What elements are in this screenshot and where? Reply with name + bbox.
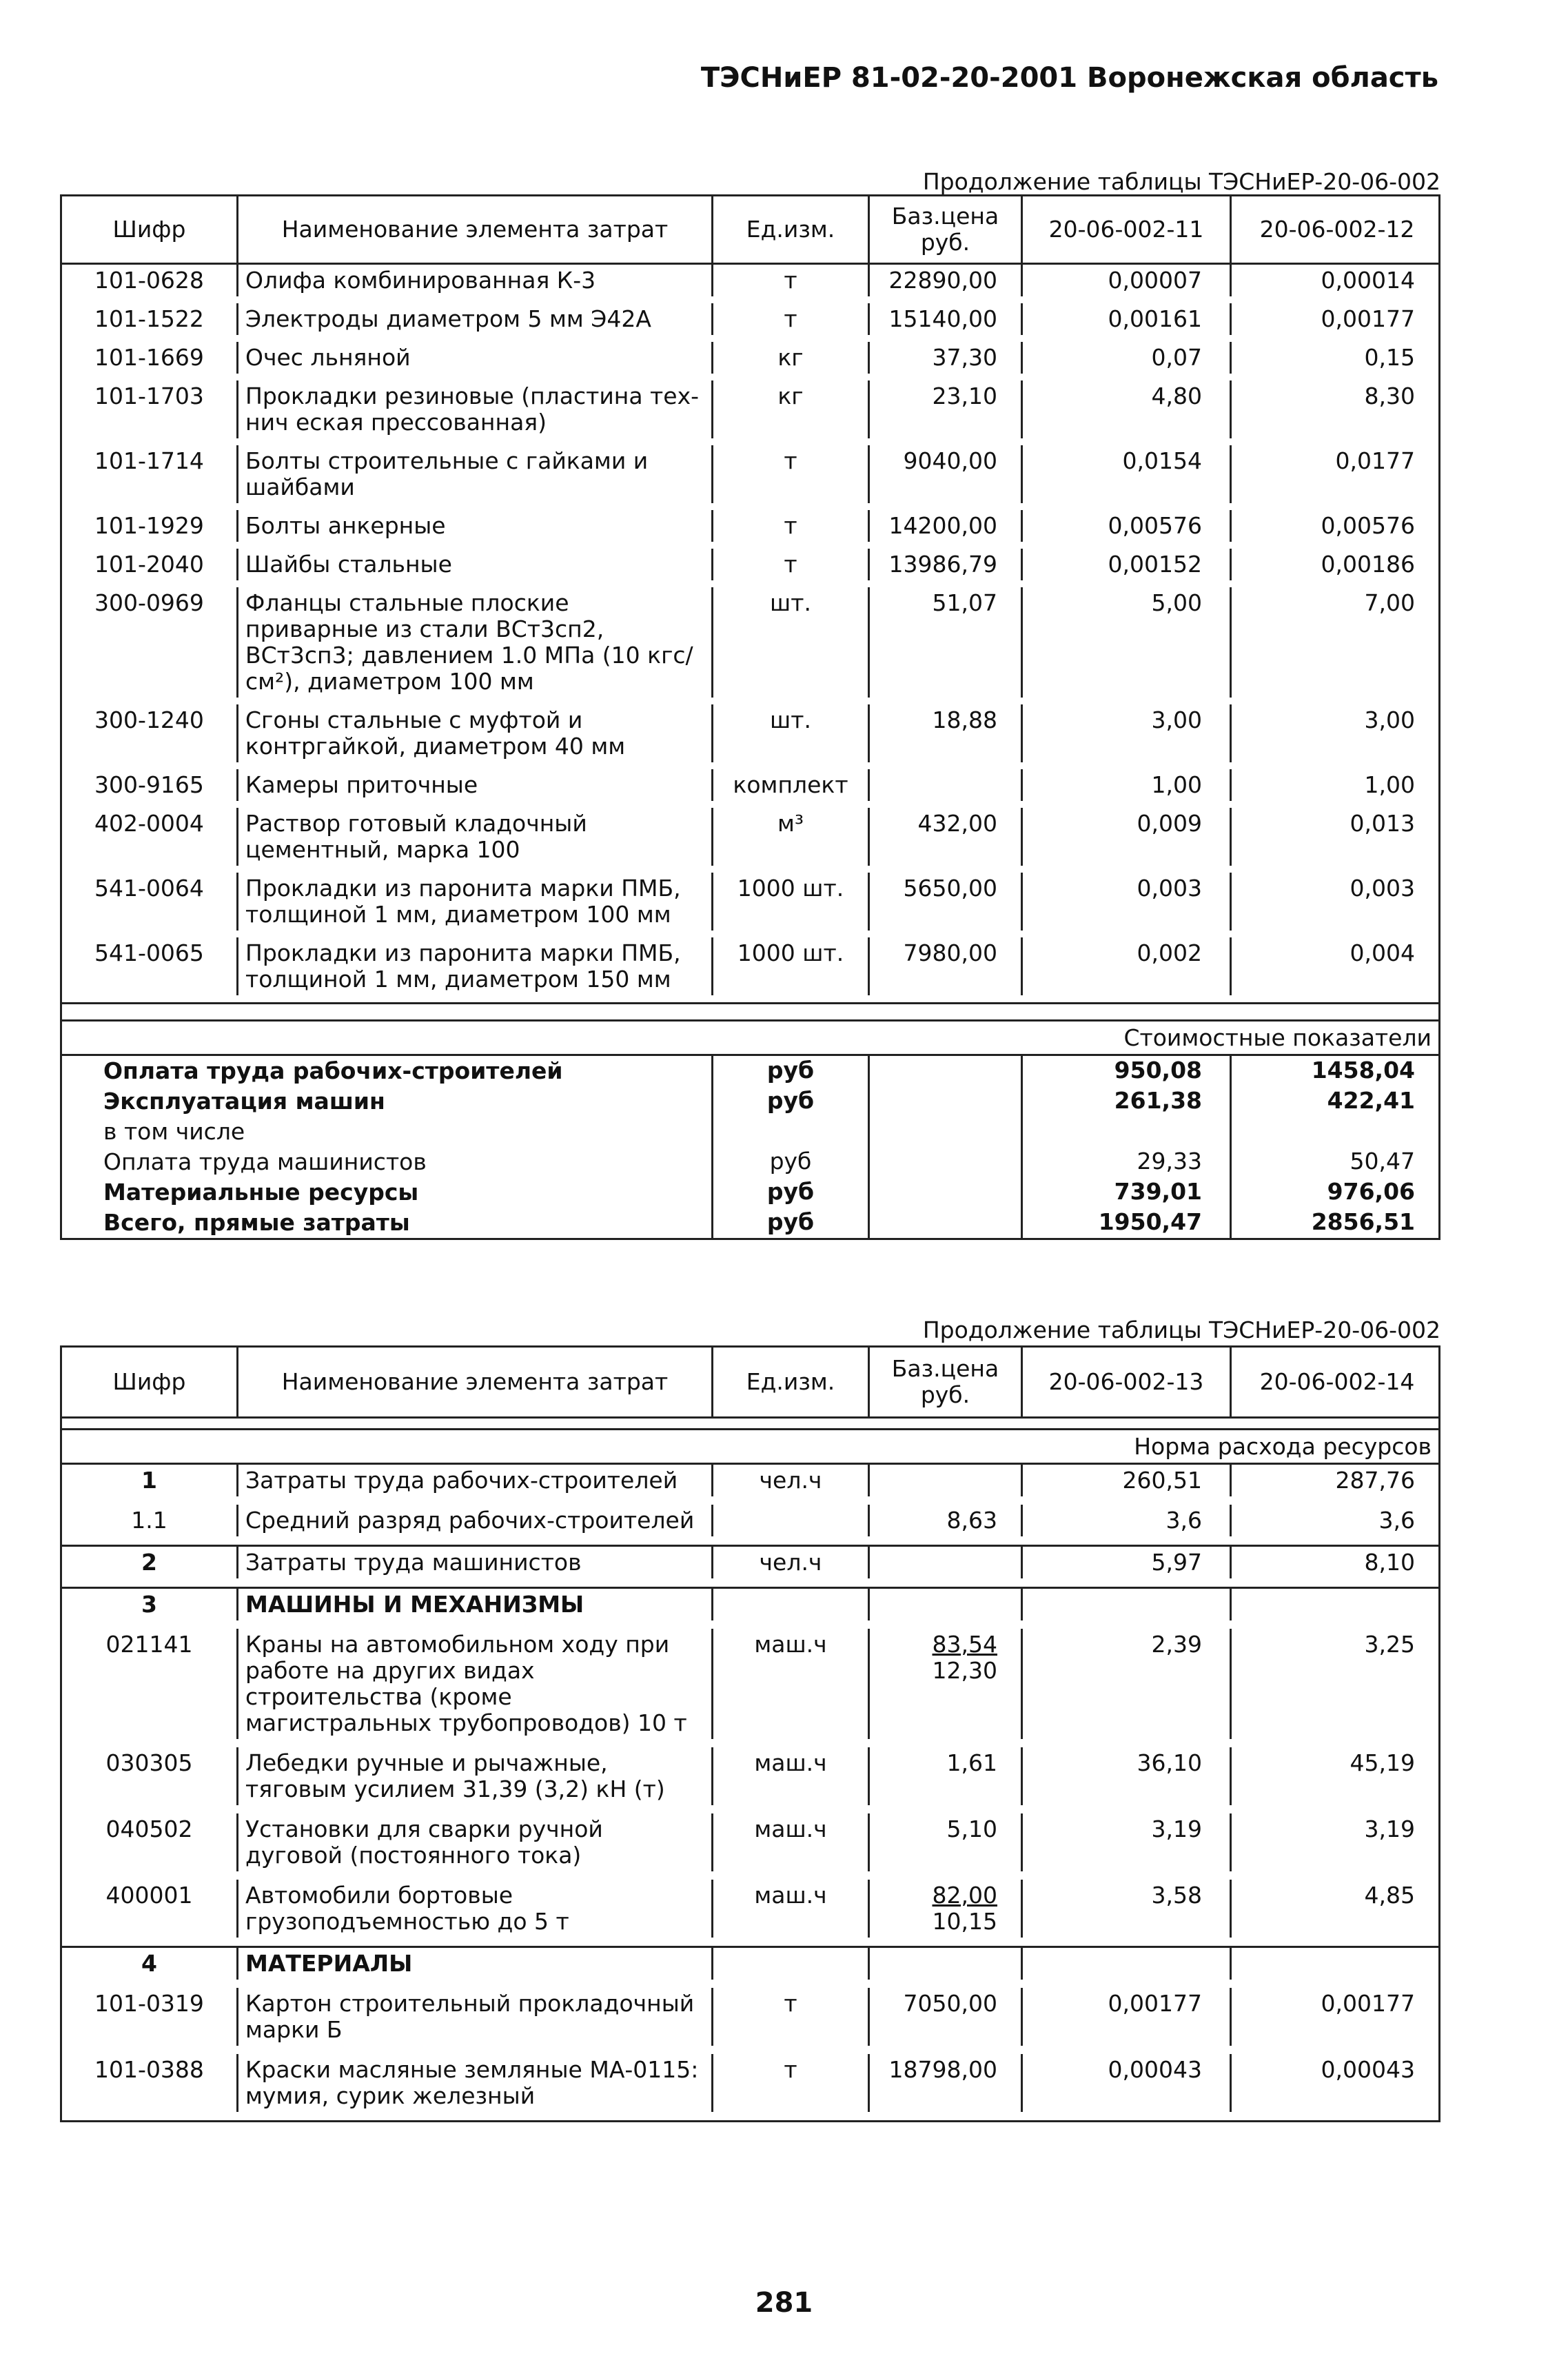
row-code: 021141	[105, 1631, 193, 1658]
cost-price-empty	[868, 1117, 1021, 1147]
row-unit: т	[711, 303, 868, 335]
th-price: Баз.цена руб.	[868, 1348, 1021, 1416]
row-code: 040502	[105, 1816, 193, 1842]
row-value-2	[1230, 1589, 1443, 1620]
cost-unit: руб	[711, 1056, 868, 1086]
th-unit: Ед.изм.	[711, 196, 868, 263]
table2-body	[60, 1465, 1440, 2122]
cost-value-1: 739,01	[1021, 1177, 1230, 1208]
row-code: 1	[141, 1467, 157, 1494]
cost-value-1: 1950,47	[1021, 1208, 1230, 1238]
th-unit: Ед.изм.	[711, 1348, 868, 1416]
row-unit: м³	[711, 808, 868, 866]
cost-label: Эксплуатация машин	[103, 1088, 385, 1115]
table-row	[62, 587, 1438, 704]
row-value-1: 260,51	[1021, 1465, 1230, 1496]
row-price: 13986,79	[868, 549, 1021, 580]
table1-header-row	[60, 194, 1440, 265]
table-row	[62, 1465, 1438, 1505]
row-unit: чел.ч	[711, 1547, 868, 1578]
row-unit: чел.ч	[711, 1465, 868, 1496]
row-code: 030305	[105, 1749, 193, 1776]
row-price: 15140,00	[868, 303, 1021, 335]
row-value-2: 8,30	[1230, 380, 1443, 438]
table-row	[62, 510, 1438, 549]
row-price: 18,88	[868, 704, 1021, 762]
row-unit: 1000 шт.	[711, 937, 868, 995]
table-row	[62, 380, 1438, 445]
cost-value-2	[1230, 1117, 1443, 1147]
row-value-1: 0,07	[1021, 342, 1230, 374]
table-row	[62, 342, 1438, 380]
table2	[60, 1345, 1440, 2122]
row-name: Шайбы стальные	[236, 549, 711, 580]
row-value-1: 0,002	[1021, 937, 1230, 995]
row-value-2: 4,85	[1230, 1880, 1443, 1938]
table-row	[62, 873, 1438, 937]
row-value-2: 0,00043	[1230, 2054, 1443, 2112]
table2-header-row	[60, 1345, 1440, 1419]
page-number: 281	[755, 2287, 813, 2319]
row-price	[868, 2054, 1021, 2112]
row-price	[868, 1505, 1021, 1536]
row-price	[868, 769, 1021, 801]
table-row	[62, 549, 1438, 587]
row-value-2: 7,00	[1230, 587, 1443, 698]
row-value-2: 0,013	[1230, 808, 1443, 866]
table-row	[62, 1988, 1438, 2054]
row-unit: маш.ч	[711, 1880, 868, 1938]
row-name: Лебедки ручные и рычажные, тяговым усилием 31,39 (3,2) кН (т)	[236, 1747, 711, 1805]
row-value-1: 3,58	[1021, 1880, 1230, 1938]
row-price: 23,10	[868, 380, 1021, 438]
row-value-2: 0,00186	[1230, 549, 1443, 580]
row-code: 2	[141, 1549, 157, 1576]
row-value-1: 5,97	[1021, 1547, 1230, 1578]
row-unit: т	[711, 2054, 868, 2112]
row-code: 101-1522	[94, 305, 204, 332]
row-name: Установки для сварки ручной дуговой (постоянного тока)	[236, 1813, 711, 1871]
row-name: Картон строительный прокладочный марки Б	[236, 1988, 711, 2046]
row-price-main: 7050,00	[903, 1990, 997, 2017]
cost-row	[62, 1117, 1438, 1147]
row-value-2	[1230, 1948, 1443, 1980]
th-col2: 20-06-002-12	[1230, 196, 1443, 263]
table1-continuation-caption: Продолжение таблицы ТЭСНиЕР-20-06-002	[922, 168, 1440, 195]
cost-value-1: 261,38	[1021, 1086, 1230, 1117]
th-col2: 20-06-002-14	[1230, 1348, 1443, 1416]
cost-value-2: 2856,51	[1230, 1208, 1443, 1238]
cost-value-2: 976,06	[1230, 1177, 1443, 1208]
row-name: Очес льняной	[236, 342, 711, 374]
cost-row	[62, 1086, 1438, 1117]
cost-unit: руб	[711, 1147, 868, 1177]
cost-label: Всего, прямые затраты	[103, 1209, 410, 1236]
row-unit: кг	[711, 342, 868, 374]
row-code: 300-1240	[94, 707, 204, 733]
row-price-main: 83,54	[932, 1631, 997, 1658]
row-name: Прокладки резиновые (пластина тех-нич еская прессованная)	[236, 380, 711, 438]
row-name: Краны на автомобильном ходу при работе на других видах строительства (кроме магистральных трубопроводов) 10 т	[236, 1629, 711, 1739]
row-price: 14200,00	[868, 510, 1021, 542]
table2-spacer	[60, 1419, 1440, 1430]
cost-value-1: 950,08	[1021, 1056, 1230, 1086]
th-name: Наименование элемента затрат	[236, 1348, 711, 1416]
cost-row	[62, 1147, 1438, 1177]
row-value-2: 287,76	[1230, 1465, 1443, 1496]
cost-label: Оплата труда рабочих-строителей	[103, 1057, 563, 1084]
row-value-2: 3,6	[1230, 1505, 1443, 1536]
row-name: Болты строительные с гайками и шайбами	[236, 445, 711, 503]
cost-price-empty	[868, 1086, 1021, 1117]
row-price: 51,07	[868, 587, 1021, 698]
row-unit: шт.	[711, 587, 868, 698]
row-value-1	[1021, 1948, 1230, 1980]
row-value-1: 3,19	[1021, 1813, 1230, 1871]
row-value-1: 0,00576	[1021, 510, 1230, 542]
row-unit: т	[711, 1988, 868, 2046]
row-code: 541-0065	[94, 939, 204, 966]
row-name: Прокладки из паронита марки ПМБ, толщиной 1 мм, диаметром 150 мм	[236, 937, 711, 995]
table-row	[62, 445, 1438, 510]
row-code: 300-0969	[94, 589, 204, 616]
table-row	[62, 1545, 1438, 1587]
row-name: Электроды диаметром 5 мм Э42А	[236, 303, 711, 335]
row-unit	[711, 1948, 868, 1980]
row-name: Средний разряд рабочих-строителей	[236, 1505, 711, 1536]
row-name: Краски масляные земляные МА-0115: мумия, сурик железный	[236, 2054, 711, 2112]
row-value-1: 5,00	[1021, 587, 1230, 698]
row-unit: т	[711, 265, 868, 296]
row-value-1: 36,10	[1021, 1747, 1230, 1805]
row-code: 101-1703	[94, 383, 204, 409]
row-name: Олифа комбинированная К-3	[236, 265, 711, 296]
cost-unit: руб	[711, 1177, 868, 1208]
th-price: Баз.цена руб.	[868, 196, 1021, 263]
table2-continuation-caption: Продолжение таблицы ТЭСНиЕР-20-06-002	[922, 1317, 1440, 1343]
cost-value-1: 29,33	[1021, 1147, 1230, 1177]
row-name: Камеры приточные	[236, 769, 711, 801]
table-row	[62, 1880, 1438, 1946]
cost-row	[62, 1208, 1438, 1238]
th-col1: 20-06-002-13	[1021, 1348, 1230, 1416]
row-price: 37,30	[868, 342, 1021, 374]
row-value-1: 0,00152	[1021, 549, 1230, 580]
row-price-main: 5,10	[946, 1816, 997, 1842]
row-unit: кг	[711, 380, 868, 438]
row-price	[868, 1589, 1021, 1620]
table-row	[62, 1505, 1438, 1545]
row-value-2: 1,00	[1230, 769, 1443, 801]
row-price: 7980,00	[868, 937, 1021, 995]
row-price	[868, 1813, 1021, 1871]
row-unit: т	[711, 445, 868, 503]
row-code: 101-1669	[94, 344, 204, 371]
cost-unit	[711, 1117, 868, 1147]
row-name: Затраты труда рабочих-строителей	[236, 1465, 711, 1496]
row-name: Болты анкерные	[236, 510, 711, 542]
cost-price-empty	[868, 1177, 1021, 1208]
row-unit: 1000 шт.	[711, 873, 868, 931]
row-value-1: 1,00	[1021, 769, 1230, 801]
row-price	[868, 1948, 1021, 1980]
table-row	[62, 1587, 1438, 1629]
row-value-2: 0,00014	[1230, 265, 1443, 296]
row-unit: шт.	[711, 704, 868, 762]
table-row	[62, 1813, 1438, 1880]
row-price-main: 18798,00	[888, 2056, 997, 2083]
row-code: 541-0064	[94, 875, 204, 902]
table-row	[62, 1747, 1438, 1813]
table1	[60, 194, 1440, 1240]
row-value-1: 0,00161	[1021, 303, 1230, 335]
row-value-1: 0,00043	[1021, 2054, 1230, 2112]
row-price	[868, 1880, 1021, 1938]
cost-unit: руб	[711, 1086, 868, 1117]
table-row	[62, 2054, 1438, 2120]
row-price	[868, 1988, 1021, 2046]
row-value-2: 0,004	[1230, 937, 1443, 995]
cost-row	[62, 1177, 1438, 1208]
table-row	[62, 1629, 1438, 1747]
row-unit: маш.ч	[711, 1813, 868, 1871]
table1-cost-band: Стоимостные показатели	[60, 1022, 1440, 1056]
cost-label: в том числе	[103, 1118, 245, 1145]
th-col1: 20-06-002-11	[1021, 196, 1230, 263]
row-code: 101-1714	[94, 447, 204, 474]
table1-spacer	[60, 1004, 1440, 1022]
row-value-2: 0,003	[1230, 873, 1443, 931]
row-price	[868, 1747, 1021, 1805]
table-row	[62, 265, 1438, 303]
row-value-1: 0,003	[1021, 873, 1230, 931]
th-name: Наименование элемента затрат	[236, 196, 711, 263]
row-value-2: 3,19	[1230, 1813, 1443, 1871]
row-unit: маш.ч	[711, 1629, 868, 1739]
th-code: Шифр	[112, 1368, 186, 1395]
row-value-1: 0,00177	[1021, 1988, 1230, 2046]
row-code: 300-9165	[94, 771, 204, 798]
cost-price-empty	[868, 1056, 1021, 1086]
row-code: 1.1	[131, 1507, 167, 1534]
row-price: 432,00	[868, 808, 1021, 866]
row-name: Автомобили бортовые грузоподъемностью до 5 т	[236, 1880, 711, 1938]
row-code: 101-0319	[94, 1990, 204, 2017]
row-value-1: 0,00007	[1021, 265, 1230, 296]
row-price-main: 8,63	[946, 1507, 997, 1534]
table1-body	[60, 265, 1440, 1004]
row-name: Затраты труда машинистов	[236, 1547, 711, 1578]
row-name: Фланцы стальные плоские приварные из стали ВСт3сп2, ВСт3сп3; давлением 1.0 МПа (10 кгс/см²), диаметром 100 мм	[236, 587, 711, 698]
row-unit: т	[711, 549, 868, 580]
row-code: 4	[141, 1950, 157, 1977]
row-price-driver-wage: 12,30	[932, 1657, 997, 1684]
row-value-1: 4,80	[1021, 380, 1230, 438]
cost-value-2: 1458,04	[1230, 1056, 1443, 1086]
table-row	[62, 303, 1438, 342]
table2-norm-band: Норма расхода ресурсов	[60, 1430, 1440, 1465]
row-value-2: 0,15	[1230, 342, 1443, 374]
row-value-2: 45,19	[1230, 1747, 1443, 1805]
row-value-1: 2,39	[1021, 1629, 1230, 1739]
table-row	[62, 808, 1438, 873]
row-price: 9040,00	[868, 445, 1021, 503]
cost-price-empty	[868, 1147, 1021, 1177]
table-row	[62, 704, 1438, 769]
row-value-2: 8,10	[1230, 1547, 1443, 1578]
cost-label: Оплата труда машинистов	[103, 1148, 427, 1175]
row-name: Прокладки из паронита марки ПМБ, толщиной 1 мм, диаметром 100 мм	[236, 873, 711, 931]
row-value-2: 0,00576	[1230, 510, 1443, 542]
row-price-driver-wage: 10,15	[932, 1908, 997, 1935]
row-name: Сгоны стальные с муфтой и контргайкой, диаметром 40 мм	[236, 704, 711, 762]
row-price-main: 1,61	[946, 1749, 997, 1776]
table-row	[62, 769, 1438, 808]
row-price-main: 82,00	[932, 1882, 997, 1909]
table-row	[62, 937, 1438, 1002]
row-name: МАТЕРИАЛЫ	[236, 1948, 711, 1980]
cost-value-2: 422,41	[1230, 1086, 1443, 1117]
row-price	[868, 1547, 1021, 1578]
row-code: 101-2040	[94, 551, 204, 578]
cost-row	[62, 1056, 1438, 1086]
row-unit: т	[711, 510, 868, 542]
row-code: 101-1929	[94, 512, 204, 539]
row-price: 22890,00	[868, 265, 1021, 296]
row-value-2: 3,25	[1230, 1629, 1443, 1739]
row-code: 101-0388	[94, 2056, 204, 2083]
row-code: 101-0628	[94, 267, 204, 294]
cost-value-2: 50,47	[1230, 1147, 1443, 1177]
row-price: 5650,00	[868, 873, 1021, 931]
table1-cost-body	[60, 1056, 1440, 1240]
row-value-1: 3,00	[1021, 704, 1230, 762]
cost-price-empty	[868, 1208, 1021, 1238]
row-price	[868, 1629, 1021, 1739]
row-code: 400001	[105, 1882, 193, 1909]
row-name: Раствор готовый кладочный цементный, марка 100	[236, 808, 711, 866]
row-unit	[711, 1505, 868, 1536]
row-unit: комплект	[711, 769, 868, 801]
row-price	[868, 1465, 1021, 1496]
row-value-1: 0,009	[1021, 808, 1230, 866]
running-header: ТЭСНиЕР 81-02-20-2001 Воронежская область	[700, 62, 1438, 94]
cost-value-1	[1021, 1117, 1230, 1147]
row-value-1	[1021, 1589, 1230, 1620]
row-code: 402-0004	[94, 810, 204, 837]
row-unit: маш.ч	[711, 1747, 868, 1805]
cost-label: Материальные ресурсы	[103, 1179, 419, 1206]
row-name: МАШИНЫ И МЕХАНИЗМЫ	[236, 1589, 711, 1620]
th-code: Шифр	[112, 216, 186, 243]
row-unit	[711, 1589, 868, 1620]
row-value-1: 3,6	[1021, 1505, 1230, 1536]
cost-unit: руб	[711, 1208, 868, 1238]
row-value-2: 0,00177	[1230, 303, 1443, 335]
row-value-2: 0,0177	[1230, 445, 1443, 503]
table-row	[62, 1946, 1438, 1988]
row-value-2: 3,00	[1230, 704, 1443, 762]
row-code: 3	[141, 1591, 157, 1618]
row-value-2: 0,00177	[1230, 1988, 1443, 2046]
row-value-1: 0,0154	[1021, 445, 1230, 503]
